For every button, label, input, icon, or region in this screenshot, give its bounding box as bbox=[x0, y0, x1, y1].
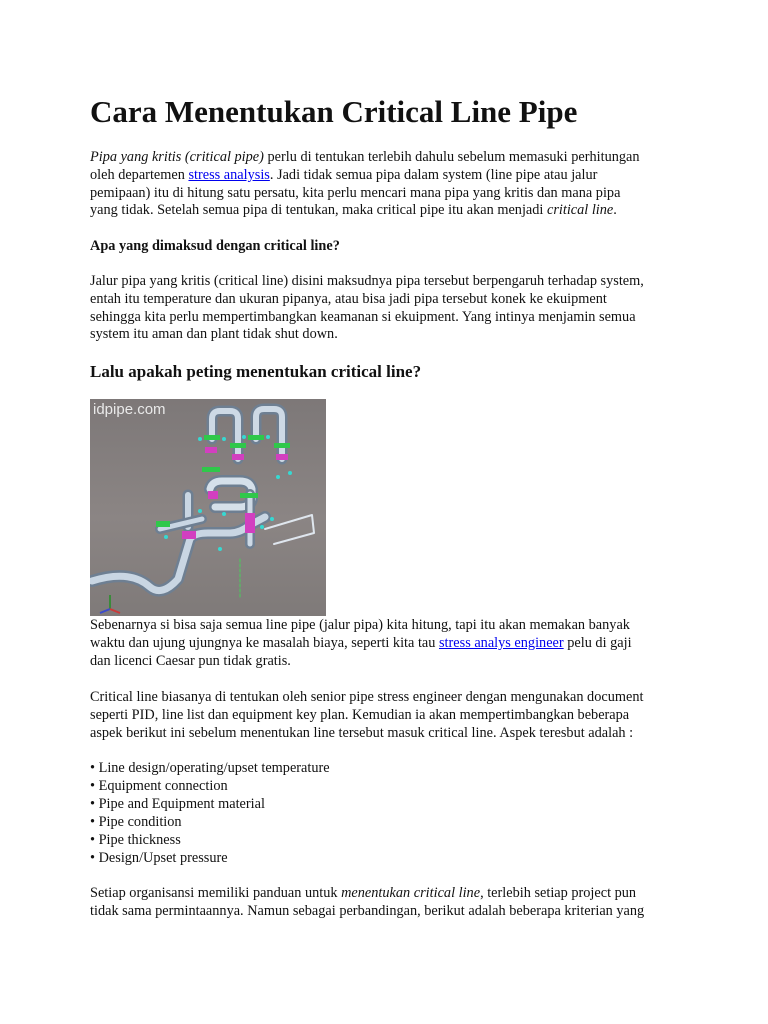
paragraph-2 bbox=[90, 617, 680, 670]
piping-model-drawing bbox=[90, 399, 326, 616]
text-span: Setiap organisansi memiliki panduan untuk bbox=[90, 885, 342, 901]
paragraph-4 bbox=[90, 885, 680, 921]
italic-term: menentukan critical line bbox=[341, 885, 481, 901]
list-item: • Pipe condition bbox=[90, 813, 182, 830]
intro-line-4 bbox=[90, 202, 680, 220]
stress-analysis-link[interactable]: stress analysis bbox=[188, 166, 270, 183]
p2-line-2 bbox=[90, 635, 680, 653]
answer-paragraph bbox=[90, 273, 680, 344]
stress-engineer-link[interactable]: stress analys engineer bbox=[438, 634, 564, 651]
list-item: • Pipe and Equipment material bbox=[90, 795, 265, 812]
answer-line: system itu aman dan plant tidak shut down. bbox=[90, 326, 338, 343]
text-span: . Jadi tidak semua pipa dalam system (line pipe atau jalur bbox=[269, 166, 598, 183]
aspect-list bbox=[90, 760, 330, 867]
list-item: • Line design/operating/upset temperature bbox=[90, 760, 330, 776]
list-item: • Design/Upset pressure bbox=[90, 849, 228, 866]
italic-term: critical line bbox=[546, 202, 614, 219]
text-span: , terlebih setiap project pun bbox=[480, 885, 637, 901]
page-title: Cara Menentukan Critical Line Pipe bbox=[90, 94, 578, 129]
intro-paragraph bbox=[90, 149, 680, 220]
p3-line: aspek berikut ini sebelum menentukan line tersebut masuk critical line. Aspek teresbut adalah : bbox=[90, 724, 634, 741]
p3-line: seperti PID, line list dan equipment key plan. Kemudian ia akan mempertimbangkan beberapa bbox=[90, 706, 630, 723]
piping-3d-image bbox=[90, 399, 326, 616]
italic-term: Pipa yang kritis (critical pipe) bbox=[90, 149, 264, 165]
list-item: • Pipe thickness bbox=[90, 831, 181, 848]
text-span: . bbox=[613, 202, 617, 219]
intro-line-1 bbox=[90, 149, 680, 167]
text-span: oleh departemen bbox=[90, 166, 189, 183]
answer-line: entah itu temperature dan ukuran pipanya, atau bisa jadi pipa tersebut konek ke ekuipment bbox=[90, 290, 607, 307]
question-heading: Apa yang dimaksud dengan critical line? bbox=[90, 238, 340, 254]
intro-line-2 bbox=[90, 167, 680, 185]
p3-line: Critical line biasanya di tentukan oleh senior pipe stress engineer dengan mengunakan document bbox=[90, 689, 644, 705]
list-item: • Equipment connection bbox=[90, 777, 228, 794]
p4-line-1 bbox=[90, 885, 680, 903]
watermark-text: idpipe.com bbox=[93, 401, 166, 418]
text-span: perlu di tentukan terlebih dahulu sebelum memasuki perhitungan bbox=[263, 149, 640, 165]
text-span: yang tidak. Setelah semua pipa di tentukan, maka critical pipe itu akan menjadi bbox=[90, 202, 547, 219]
intro-line-3: pemipaan) itu di hitung satu persatu, kita perlu mencari mana pipa yang kritis dan mana pipa bbox=[90, 184, 621, 201]
section-heading: Lalu apakah peting menentukan critical line? bbox=[90, 362, 422, 381]
answer-line: Jalur pipa yang kritis (critical line) disini maksudnya pipa tersebut berpengaruh terhadap system, bbox=[90, 273, 644, 289]
p2-line-1: Sebenarnya si bisa saja semua line pipe (jalur pipa) kita hitung, tapi itu akan memakan banyak bbox=[90, 617, 630, 633]
text-span: pelu di gaji bbox=[563, 634, 632, 651]
answer-line: sehingga kita perlu mempertimbangkan keamanan si ekuipment. Yang intinya menjamin semua bbox=[90, 308, 636, 325]
text-span: waktu dan ujung ujungnya ke masalah biaya, seperti kita tau bbox=[90, 634, 439, 651]
p4-line-2: tidak sama permintaannya. Namun sebagai perbandingan, berikut adalah beberapa kriterian yang bbox=[90, 902, 645, 919]
p2-line-3: dan licenci Caesar pun tidak gratis. bbox=[90, 652, 291, 669]
paragraph-3 bbox=[90, 689, 680, 742]
